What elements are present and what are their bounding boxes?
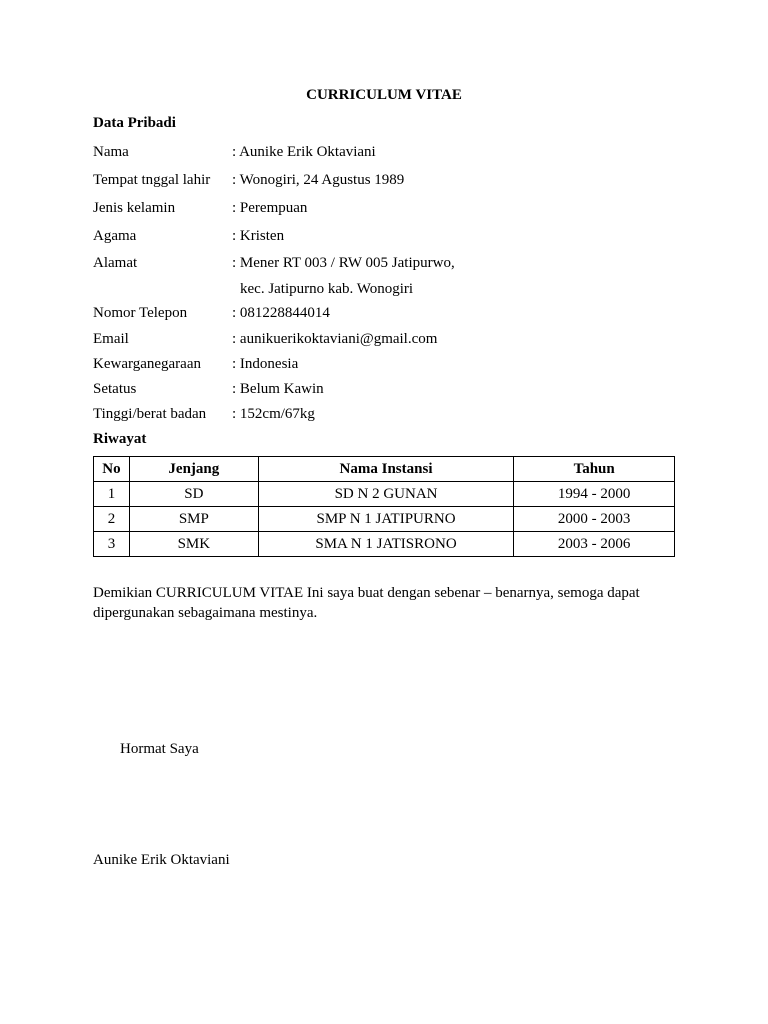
- column-header-jenjang: Jenjang: [129, 457, 258, 482]
- field-value: : Aunike Erik Oktaviani: [232, 144, 376, 160]
- cell-tahun: 2000 - 2003: [514, 507, 675, 532]
- field-label: Alamat: [93, 255, 138, 271]
- field-value: : Mener RT 003 / RW 005 Jatipurwo,: [232, 255, 455, 271]
- field-value: : Indonesia: [232, 356, 299, 372]
- field-value: : Perempuan: [232, 200, 308, 216]
- field-row-gender: [93, 198, 693, 218]
- field-value: : 081228844014: [232, 305, 330, 321]
- personal-data-heading: Data Pribadi: [93, 115, 176, 131]
- cell-tahun: 2003 - 2006: [514, 532, 675, 557]
- field-label: Tempat tnggal lahir: [93, 172, 211, 188]
- field-label: Email: [93, 331, 129, 347]
- cell-jenjang: SMP: [129, 507, 258, 532]
- field-row-address: [93, 253, 693, 273]
- field-value: : Belum Kawin: [232, 381, 324, 397]
- field-label: Nama: [93, 144, 129, 160]
- regards-text: Hormat Saya: [120, 741, 199, 757]
- closing-statement: Demikian CURRICULUM VITAE Ini saya buat dengan sebenar – benarnya, semoga dapat dipergunakan sebagaimana mestinya.: [93, 585, 640, 621]
- field-row-height-weight: [93, 404, 693, 424]
- cell-no: 1: [94, 482, 130, 507]
- field-row-nama: [93, 142, 693, 162]
- column-header-instansi: Nama Instansi: [258, 457, 514, 482]
- field-value: : Wonogiri, 24 Agustus 1989: [232, 172, 405, 188]
- cell-instansi: SD N 2 GUNAN: [258, 482, 514, 507]
- field-row-birth: [93, 170, 693, 190]
- page-title: CURRICULUM VITAE: [306, 87, 462, 103]
- cell-no: 2: [94, 507, 130, 532]
- field-row-nationality: [93, 354, 693, 374]
- field-row-status: [93, 379, 693, 399]
- field-label: Agama: [93, 228, 137, 244]
- cell-tahun: 1994 - 2000: [514, 482, 675, 507]
- field-row-religion: [93, 226, 693, 246]
- table-header-row: [94, 457, 675, 482]
- cell-jenjang: SMK: [129, 532, 258, 557]
- field-label: Setatus: [93, 381, 137, 397]
- cell-jenjang: SD: [129, 482, 258, 507]
- field-label: Jenis kelamin: [93, 200, 176, 216]
- cell-instansi: SMP N 1 JATIPURNO: [258, 507, 514, 532]
- column-header-no: No: [94, 457, 130, 482]
- history-heading: Riwayat: [93, 431, 147, 447]
- field-label: Tinggi/berat badan: [93, 406, 207, 422]
- field-label: Kewarganegaraan: [93, 356, 201, 372]
- field-row-phone: [93, 303, 693, 323]
- field-value: : Kristen: [232, 228, 285, 244]
- cell-no: 3: [94, 532, 130, 557]
- cell-instansi: SMA N 1 JATISRONO: [258, 532, 514, 557]
- field-row-email: [93, 329, 693, 349]
- signature-name: Aunike Erik Oktaviani: [93, 852, 230, 868]
- table-row: [94, 532, 675, 557]
- address-continuation: kec. Jatipurno kab. Wonogiri: [240, 281, 414, 297]
- table-row: [94, 507, 675, 532]
- field-value: : 152cm/67kg: [232, 406, 315, 422]
- column-header-tahun: Tahun: [514, 457, 675, 482]
- field-value: : aunikuerikoktaviani@gmail.com: [232, 331, 438, 347]
- field-label: Nomor Telepon: [93, 305, 188, 321]
- education-history-table: [93, 456, 675, 557]
- table-row: [94, 482, 675, 507]
